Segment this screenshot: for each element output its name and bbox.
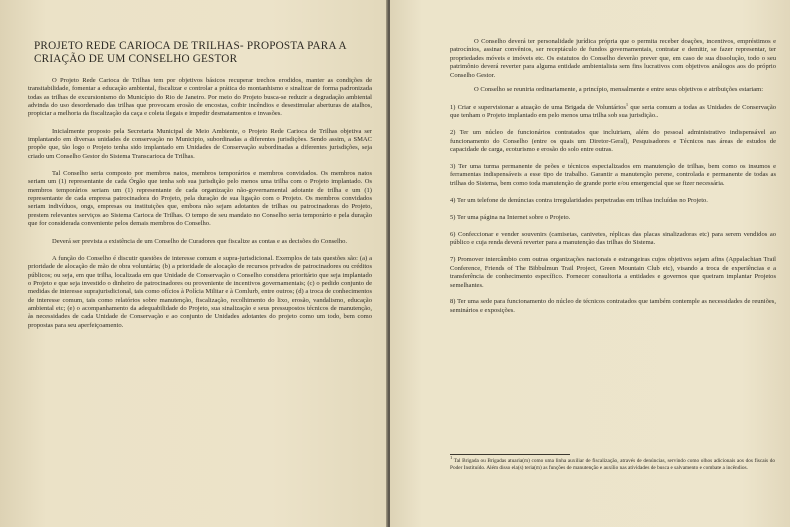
right-page [390,0,790,527]
footnote-divider [450,454,570,455]
list-item-text-continued: que seria comum a todas as Unidades de Conservação que tenham o Projeto implantado em pelo menos uma trilha sob sua jurisdição.. [450,103,776,120]
footnote-mark: 1 [450,455,453,461]
left-page [0,0,388,527]
list-item-7: 7) Promover intercâmbio com outras organizações nacionais e estrangeiras cujos objetivos sejam afins (Appalachian Trail Conference, Friends of The Bibbulmun Trail Project, Green Mountain Club etc), visando a troca de experiências e a transferência de conhecimento específico. Fornecer consultoria a entidades e governos que queiram implantar Projetos semelhantes. [450,256,776,289]
list-item-text: 1) Criar e supervisionar a atuação de uma Brigada de Voluntários [450,103,626,111]
footnote-reference: 1 [625,101,629,107]
list-item-5: 5) Ter uma página na Internet sobre o Projeto. [450,213,571,221]
list-item-3: 3) Ter uma turma permanente de peões e técnicos especializados em manutenção de trilhas, bem como os insumos e ferramentas indispensáveis a esse tipo de trabalho. Garantir a manutenção perene, controlada e permanente de todas as trilhas do Sistema, bem como toda manutenção de grande porte e/ou emergencial que se fizer necessária. [450,162,776,187]
document-title: PROJETO REDE CARIOCA DE TRILHAS- PROPOSTA PARA A CRIAÇÃO DE UM CONSELHO GESTOR [34,40,347,65]
list-item-6: 6) Confeccionar e vender souvenirs (camisetas, canivetes, réplicas das placas sinalizadoras etc) para serem vendidos ao público e cuja renda deverá reverter para a manutenção das trilhas do Sistema. [450,230,776,247]
footnote-text: Tal Brigada ou Brigadas atuaria(m) como uma linha auxiliar de fiscalização, através de denúncias, servindo como olhos adicionais aos dos fiscais do Poder Instituído. Além disso ela(s) teria(m) as funções de manutenção e auxílio nas atividades de busca e salvamento e combate a incêndios. [450,458,775,471]
list-item-4: 4) Ter um telefone de denúncias contra irregularidades perpetradas em trilhas incluídas no Projeto. [450,196,708,204]
footnote [450,455,775,472]
list-item-1 [450,101,776,121]
paragraph-origin: Inicialmente proposto pela Secretaria Municipal de Meio Ambiente, o Projeto Rede Carioca de Trilhas objetiva ser implantando em diversas unidades de conservação no Municipio, subordinadas a diferentes jurisdições. Sendo assim, a SMAC propõe que, tão logo o Projeto tenha sido implantado em Unidades de Conservação subordinadas a diferentes jurisdições, seja criado um Conselho Gestor do Sistema Transcarioca de Trilhas. [28,127,372,160]
paragraph-meetings: O Conselho se reuniria ordinariamente, a princípio, mensalmente e entre seus objetivos e atribuições estariam: [474,86,764,94]
list-item-2: 2) Ter um núcleo de funcionários contratados que incluiriam, além do pessoal administrativo indispensável ao funcionamento do Conselho (entre os quais um Diretor-Geral), Pesquisadores e Técnicos nas áreas de estudos de capacidade de carga, ecoturismo e erosão do solo entre outras. [450,129,776,154]
paragraph-composition: Tal Conselho seria composto por membros natos, membros temporários e membros convidados. Os membros natos seriam um (1) representante de cada Órgão que tenha sob sua jurisdição pelo menos uma trilha com o Projeto implantado. Os membros temporários seriam um (1) representante de cada organização não-governamental adotante de trilha e um (1) representante de cada empresa patrocinadora do Projeto, pela duração de sua ligação com o Projeto. Os membros convidados seriam indivíduos, ongs, empresas ou instituições que, embora não sejam adotantes de trilhas ou patrocinadoras do Projeto, prestem relevantes serviços ao Sistema Carioca de Trilhas. O tempo de seu mandato no Conselho seria temporário e pela duração que for considerada conveniente pelos demais membros do Conselho. [28,170,372,228]
paragraph-curators: Deverá ser prevista a existência de um Conselho de Curadores que fiscalize as contas e as decisões do Conselho. [52,237,348,245]
paragraph-legal-personality: O Conselho deverá ter personalidade jurídica própria que o permita receber doações, incentivos, empréstimos e patrocínios, assinar convênios, ser receptáculo de fundos governamentais, contratar e demitir, se fazer representar, ter propriedades móveis e imóveis etc. Os estatutos do Conselho deverão prever que, em caso de sua dissolução, todo o seu patrimônio deverá reverter para alguma entidade ambientalista sem fins lucrativos com objetivos análogos aos do próprio Conselho Gestor. [450,38,776,79]
list-item-8: 8) Ter uma sede para funcionamento do núcleo de técnicos contratados que também contemple as necessidades de reuniões, seminários e exposições. [450,298,776,314]
paragraph-objectives: O Projeto Rede Carioca de Trilhas tem por objetivos básicos recuperar trechos erodidos, manter as condições de transitabilidade, fomentar a educação ambiental, fiscalizar e controlar a prática do montanhismo e sinalizar de forma padronizada todas as trilhas de excursionismo do Município do Rio de Janeiro. Por meio do Projeto busca-se reduzir a degradação ambiental advinda do uso desordenado das trilhas que provocam erosão de encostas, coibir incêndios e desestimular aberturas de atalhos, propiciar a melhoria da fiscalização da caça e coleta ilegais e impedir desmatamentos e invasões. [28,77,372,118]
paragraph-function: A função do Conselho é discutir questões de interesse comum e supra-jurisdicional. Exemplos de tais questões são: (a) a prioridade de alocação de mão de obra voluntária; (b) a prioridade de alocação de recursos privados de patrocinadores ou créditos públicos; ou seja, em que trilha, localizada em que Unidade de Conservação o Conselho considera prioritário que seja implantado o Projeto e que seja investido o dinheiro de patrocinadores ou proveniente de incentivos governamentais; (c) o pedido conjunto de medidas de interesse suprajurisdicional, tais como ofícios à Polícia Militar e à Comlurb, entre outros; (d) a troca de conhecimentos de interesse comum, tais como relatórios sobre manutenção, fiscalização, recolhimento do lixo, erosão, vandalismo, educação ambiental etc; (e) o acompanhamento da adequabilidade do Projeto, sua sinalização e seus pressupostos técnicos de manutenção, às necessidades de cada Unidade de Conservação e ao conjunto de Unidades adotantes do projeto como um todo, bem como propostas para seu aperfeiçoamento. [28,254,372,329]
